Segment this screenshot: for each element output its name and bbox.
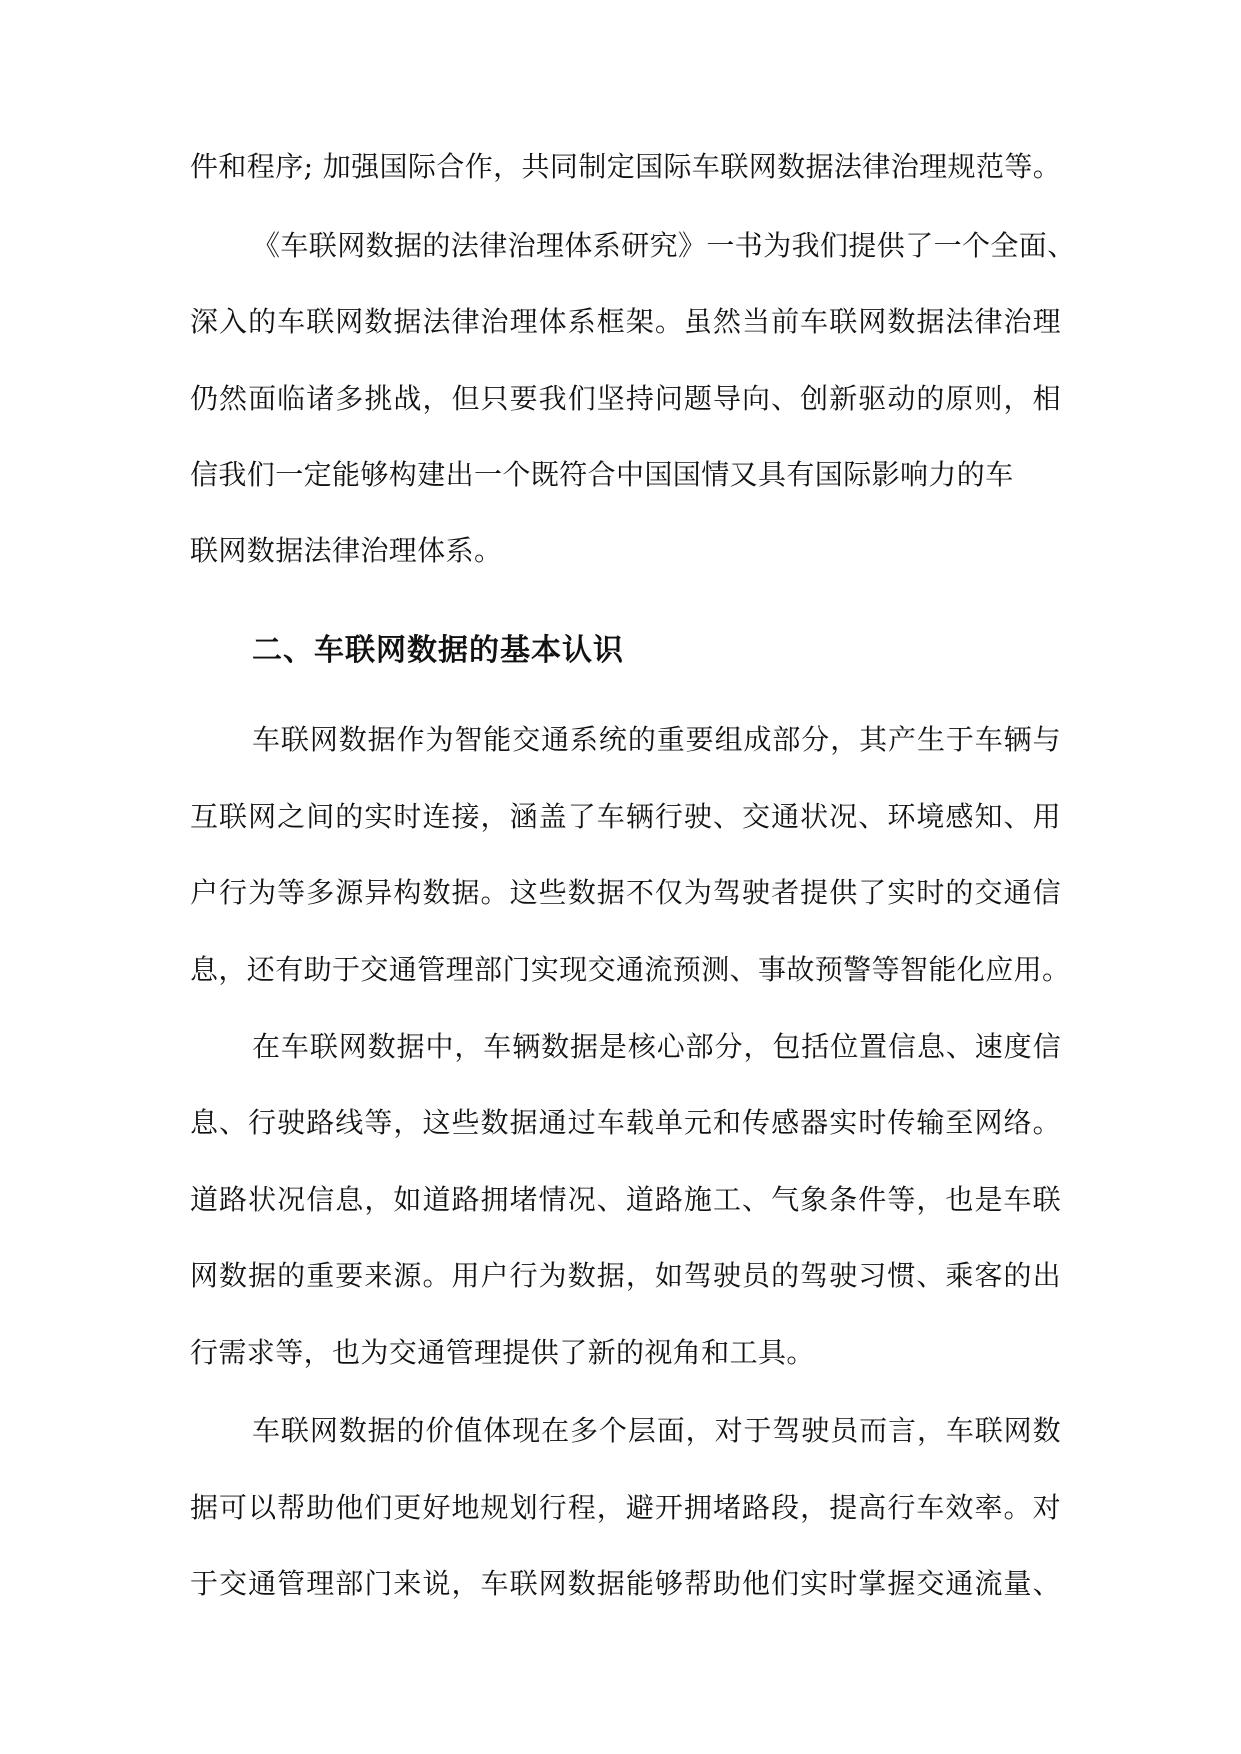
paragraph-line: 深入的车联网数据法律治理体系框架。虽然当前车联网数据法律治理 <box>190 305 1061 338</box>
paragraph-line: 息，还有助于交通管理部门实现交通流预测、事故预警等智能化应用。 <box>190 953 1071 986</box>
paragraph-line: 车联网数据作为智能交通系统的重要组成部分，其产生于车辆与 <box>252 723 1061 756</box>
paragraph-line: 互联网之间的实时连接，涵盖了车辆行驶、交通状况、环境感知、用 <box>190 800 1061 833</box>
paragraph-line: 联网数据法律治理体系。 <box>190 534 503 567</box>
paragraph-line: 网数据的重要来源。用户行为数据，如驾驶员的驾驶习惯、乘客的出 <box>190 1259 1061 1292</box>
paragraph-line: 件和程序; 加强国际合作，共同制定国际车联网数据法律治理规范等。 <box>190 150 1062 183</box>
paragraph-line: 于交通管理部门来说，车联网数据能够帮助他们实时掌握交通流量、 <box>190 1567 1061 1600</box>
paragraph-line: 仍然面临诸多挑战，但只要我们坚持问题导向、创新驱动的原则，相 <box>190 382 1061 415</box>
paragraph-line: 道路状况信息，如道路拥堵情况、道路施工、气象条件等，也是车联 <box>190 1183 1061 1216</box>
paragraph-line: 行需求等，也为交通管理提供了新的视角和工具。 <box>190 1336 815 1369</box>
section-heading: 二、车联网数据的基本认识 <box>252 633 624 668</box>
paragraph-line: 车联网数据的价值体现在多个层面，对于驾驶员而言，车联网数 <box>252 1414 1061 1447</box>
paragraph-line: 《车联网数据的法律治理体系研究》一书为我们提供了一个全面、 <box>252 229 1076 262</box>
paragraph-line: 在车联网数据中，车辆数据是核心部分，包括位置信息、速度信 <box>252 1030 1061 1063</box>
paragraph-line: 信我们一定能够构建出一个既符合中国国情又具有国际影响力的车 <box>190 458 1014 491</box>
paragraph-line: 息、行驶路线等，这些数据通过车载单元和传感器实时传输至网络。 <box>190 1106 1061 1139</box>
paragraph-line: 据可以帮助他们更好地规划行程，避开拥堵路段，提高行车效率。对 <box>190 1491 1061 1524</box>
paragraph-line: 户行为等多源异构数据。这些数据不仅为驾驶者提供了实时的交通信 <box>190 876 1061 909</box>
